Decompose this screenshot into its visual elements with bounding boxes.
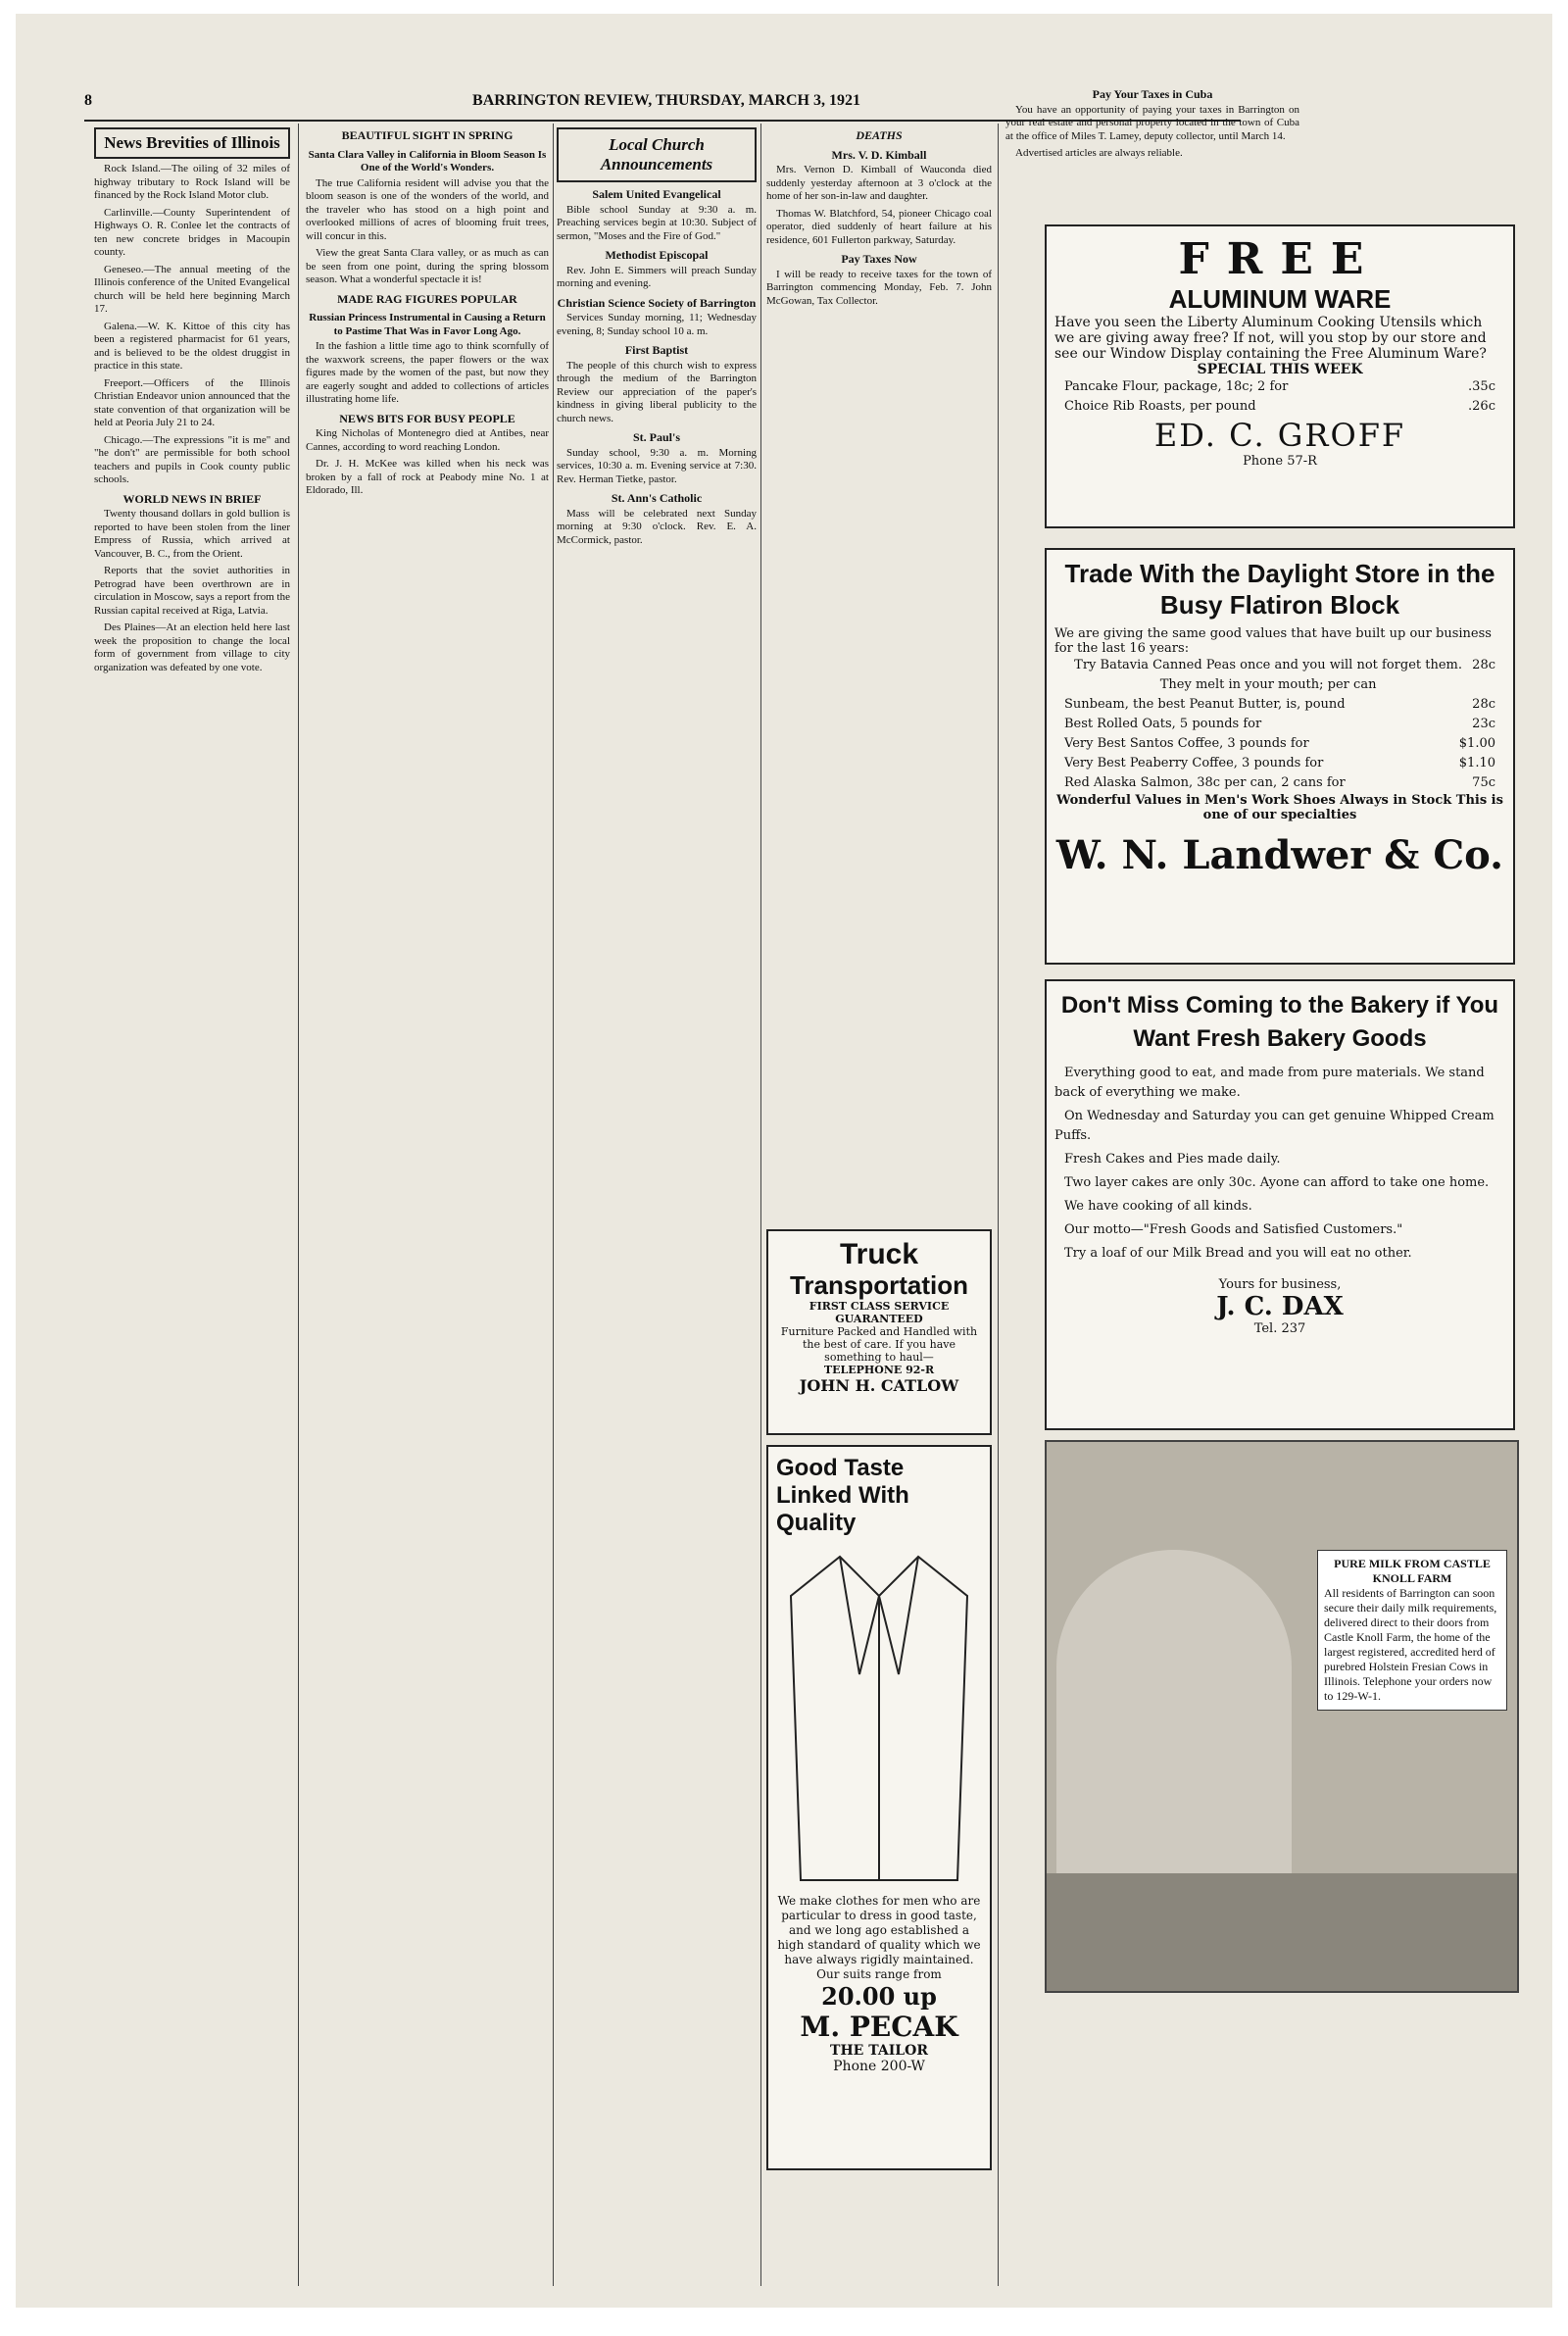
column-rule	[298, 124, 299, 2286]
page-number: 8	[84, 92, 92, 109]
article-text: The true California resident will advise you that the bloom season is one of the wonders of the world, and the traveler who has stood on a high point and overlooked millions of acres of blooming fruit trees, will concur in this.	[306, 176, 549, 242]
news-item: Des Plaines—At an election held here last week the proposition to change the local form of government from village to city organization was defeated by one vote.	[94, 621, 290, 673]
milk-text: All residents of Barrington can soon secure their daily milk requirements, delivered direct to their doors from Castle Knoll Farm, the home of the largest registered, accredited herd of purebred Holstein Fresian Cows in Illinois. Telephone your orders now to 129-W-1.	[1324, 1586, 1497, 1703]
price-item: Choice Rib Roasts, per pound .26c	[1064, 399, 1495, 414]
tailor-text: We make clothes for men who are particular to dress in good taste, and we long ago established a high standard of quality which we have always rigidly maintained. Our suits range from	[777, 1894, 981, 1981]
church-name: St. Paul's	[632, 430, 680, 444]
newspaper-page	[16, 14, 1552, 2308]
truck-title: Truck	[839, 1238, 919, 1270]
church-text: Services Sunday morning, 11; Wednesday evening, 8; Sunday school 10 a. m.	[557, 312, 757, 337]
cuba-heading: Pay Your Taxes in Cuba	[1092, 87, 1213, 101]
milk-heading: PURE MILK FROM CASTLE KNOLL FARM	[1334, 1557, 1491, 1585]
tax-notice-heading: Pay Taxes Now	[841, 252, 917, 266]
cuba-text: You have an opportunity of paying your taxes in Barrington on your real estate and personal property located in the town of Cuba at the office of Miles T. Lamey, deputy collector, until March 14.	[1005, 103, 1299, 142]
church-text: The people of this church wish to express through the medium of the Barrington Review our appreciation of the paper's kindness in giving liberal publicity to the church news.	[557, 359, 757, 424]
article-text: King Nicholas of Montenegro died at Antibes, near Cannes, according to word reaching London.	[306, 427, 549, 453]
dax-line: We have cooking of all kinds.	[1064, 1199, 1252, 1214]
news-item: Freeport.—Officers of the Illinois Christian Endeavor union announced that the state convention of that organization will be held at Peoria July 21 to 24.	[94, 376, 290, 428]
tailor-phone: Phone 200-W	[833, 2059, 925, 2074]
price-item: Red Alaska Salmon, 38c per can, 2 cans for 75c	[1064, 775, 1495, 790]
news-item: Carlinville.—County Superintendent of Highways O. R. Conlee let the contracts of ten new concrete bridges in Macoupin county.	[94, 206, 290, 258]
landwer-note: Wonderful Values in Men's Work Shoes Always in Stock This is one of our specialties	[1056, 793, 1503, 822]
price-item: Sunbeam, the best Peanut Butter, is, pound 28c	[1064, 697, 1495, 712]
church-heading: Local Church Announcements	[557, 127, 757, 182]
silo-image	[1056, 1550, 1292, 1903]
church-name: Salem United Evangelical	[592, 187, 721, 201]
column-rule	[553, 124, 554, 2286]
column-rule	[760, 124, 761, 2286]
church-text: Mass will be celebrated next Sunday morning at 9:30 o'clock. Rev. E. A. McCormick, pastor.	[557, 507, 757, 546]
news-item: Reports that the soviet authorities in Petrograd have been overthrown are in circulation in Moscow, says a report from the Russian capital received at Riga, Latvia.	[94, 565, 290, 617]
groff-special: SPECIAL THIS WEEK	[1197, 362, 1363, 377]
groff-free: FREE	[1178, 234, 1382, 284]
article-subhead: Russian Princess Instrumental in Causing a Return to Pastime That Was in Favor Long Ago.	[309, 312, 546, 337]
column-deaths	[766, 124, 992, 908]
truck-ad	[766, 1229, 992, 1435]
groff-phone: Phone 57-R	[1243, 454, 1317, 469]
cattle-image	[1047, 1873, 1517, 1991]
dax-ad	[1045, 979, 1515, 1430]
dax-line: Try a loaf of our Milk Bread and you will eat no other.	[1064, 1246, 1412, 1261]
masthead-title: BARRINGTON REVIEW, THURSDAY, MARCH 3, 1921	[472, 92, 860, 109]
tailor-headline: Good Taste Linked With Quality	[776, 1455, 909, 1536]
truck-owner: JOHN H. CATLOW	[799, 1376, 959, 1395]
church-name: St. Ann's Catholic	[611, 491, 703, 505]
news-item: Galena.—W. K. Kittoe of this city has been a registered pharmacist for 61 years, and is believed to be the oldest druggist in practice in this state.	[94, 320, 290, 372]
dax-line: Fresh Cakes and Pies made daily.	[1064, 1152, 1281, 1167]
article-text: In the fashion a little time ago to think scornfully of the waxwork screens, the paper flowers or the wax figures made by the women of the past, but now they are eagerly sought and added to collections of articles illustrating home life.	[306, 340, 549, 405]
landwer-intro: We are giving the same good values that have built up our business for the last 16 years:	[1054, 626, 1492, 656]
suit-illustration	[781, 1537, 977, 1890]
dax-line: Two layer cakes are only 30c. Ayone can afford to take one home.	[1064, 1175, 1490, 1190]
groff-name: ED. C. GROFF	[1153, 417, 1406, 454]
article-headline: MADE RAG FIGURES POPULAR	[337, 291, 517, 306]
tailor-title: THE TAILOR	[830, 2043, 928, 2059]
truck-subtitle: Transportation	[789, 1270, 968, 1300]
price-item: Try Batavia Canned Peas once and you will not forget them. They melt in your mouth; per can 28c	[1074, 658, 1495, 692]
obituary-text: Mrs. Vernon D. Kimball of Wauconda died suddenly yesterday afternoon at 3 o'clock at the home of her son-in-law and daughter.	[766, 164, 992, 202]
milk-caption	[1317, 1550, 1507, 1711]
landwer-ad	[1045, 548, 1515, 965]
news-item: Chicago.—The expressions "it is me" and "he don't" are permissible for both school teachers and pupils in Cook county public schools.	[94, 433, 290, 485]
landwer-name: W. N. Landwer & Co.	[1055, 832, 1504, 878]
groff-items	[1054, 377, 1505, 417]
church-text: Bible school Sunday at 9:30 a. m. Preaching services begin at 10:30. Subject of sermon, "Moses and the Fire of God."	[557, 203, 757, 242]
dax-name: J. C. DAX	[1216, 1292, 1344, 1321]
column-church	[557, 124, 757, 2280]
groff-ware: ALUMINUM WARE	[1168, 284, 1392, 314]
tax-notice-text: I will be ready to receive taxes for the town of Barrington commencing Monday, Feb. 7. John McGowan, Tax Collector.	[766, 268, 992, 307]
dax-sign: Yours for business,	[1218, 1277, 1342, 1292]
dax-headline: Don't Miss Coming to the Bakery if You Want Fresh Bakery Goods	[1060, 992, 1499, 1052]
cuba-tax-notice	[1005, 82, 1299, 200]
price-item: Pancake Flour, package, 18c; 2 for .35c	[1064, 379, 1495, 394]
news-item: Geneseo.—The annual meeting of the Illinois conference of the United Evangelical church will be held here beginning March 17.	[94, 263, 290, 315]
dax-line: On Wednesday and Saturday you can get genuine Whipped Cream Puffs.	[1054, 1109, 1494, 1143]
tailor-ad	[766, 1445, 992, 2170]
dax-line: Everything good to eat, and made from pure materials. We stand back of everything we make.	[1054, 1066, 1485, 1100]
farm-photo	[1045, 1440, 1519, 1993]
tailor-name: M. PECAK	[800, 2011, 958, 2043]
dax-line: Our motto—"Fresh Goods and Satisfied Customers."	[1064, 1222, 1403, 1237]
truck-line: GUARANTEED	[835, 1313, 923, 1325]
landwer-headline: Trade With the Daylight Store in the Busy Flatiron Block	[1064, 559, 1495, 620]
price-item: Very Best Santos Coffee, 3 pounds for $1.00	[1064, 736, 1495, 751]
obituary-name: Mrs. V. D. Kimball	[831, 147, 927, 162]
illinois-news-heading: News Brevities of Illinois	[94, 127, 290, 159]
groff-ad	[1045, 224, 1515, 528]
article-text: Dr. J. H. McKee was killed when his neck was broken by a fall of rock at Peabody mine No. 1 at Eldorado, Ill.	[306, 458, 549, 496]
article-headline: BEAUTIFUL SIGHT IN SPRING	[341, 128, 514, 142]
truck-line: FIRST CLASS SERVICE	[808, 1300, 950, 1313]
church-name: Methodist Episcopal	[605, 248, 709, 262]
church-text: Rev. John E. Simmers will preach Sunday morning and evening.	[557, 264, 757, 289]
groff-text: Have you seen the Liberty Aluminum Cooking Utensils which we are giving away free? If not, will you stop by our store and see our Window Display containing the Free Aluminum Ware?	[1054, 315, 1487, 362]
truck-line: Furniture Packed and Handled with the best of care. If you have something to haul—	[780, 1325, 978, 1364]
column-rule	[998, 124, 999, 2286]
column-features	[306, 124, 549, 2280]
price-item: Very Best Peaberry Coffee, 3 pounds for $1.10	[1064, 756, 1495, 770]
church-name: Christian Science Society of Barrington	[557, 295, 757, 310]
obituary-text: Thomas W. Blatchford, 54, pioneer Chicago coal operator, died suddenly of heart failure at his residence, 601 Fullerton parkway, Saturday.	[766, 207, 992, 246]
article-headline: NEWS BITS FOR BUSY PEOPLE	[339, 411, 515, 425]
column-illinois-news	[94, 124, 290, 2280]
tailor-price: 20.00 up	[821, 1982, 937, 2011]
article-subhead: Santa Clara Valley in California in Bloom Season Is One of the World's Wonders.	[308, 148, 547, 174]
world-news-heading: WORLD NEWS IN BRIEF	[122, 491, 262, 506]
truck-phone: TELEPHONE 92-R	[823, 1364, 935, 1376]
dax-tel: Tel. 237	[1253, 1321, 1306, 1336]
advertised-note: Advertised articles are always reliable.	[1015, 147, 1183, 159]
price-item: Best Rolled Oats, 5 pounds for 23c	[1064, 717, 1495, 731]
news-item: Twenty thousand dollars in gold bullion is reported to have been stolen from the liner Empress of Russia, which arrived at Vancouver, B. C., from the Orient.	[94, 508, 290, 560]
church-text: Sunday school, 9:30 a. m. Morning services, 10:30 a. m. Evening service at 7:30. Rev. Herman Tietke, pastor.	[557, 446, 757, 485]
article-text: View the great Santa Clara valley, or as much as can be seen from one point, during the spring blossom season. What a wonderful spectacle it is!	[306, 247, 549, 285]
deaths-heading: DEATHS	[856, 128, 903, 142]
church-name: First Baptist	[624, 343, 689, 357]
landwer-items	[1054, 656, 1505, 793]
news-item: Rock Island.—The oiling of 32 miles of highway tributary to Rock Island will be financed by the Rock Island Motor club.	[94, 163, 290, 201]
